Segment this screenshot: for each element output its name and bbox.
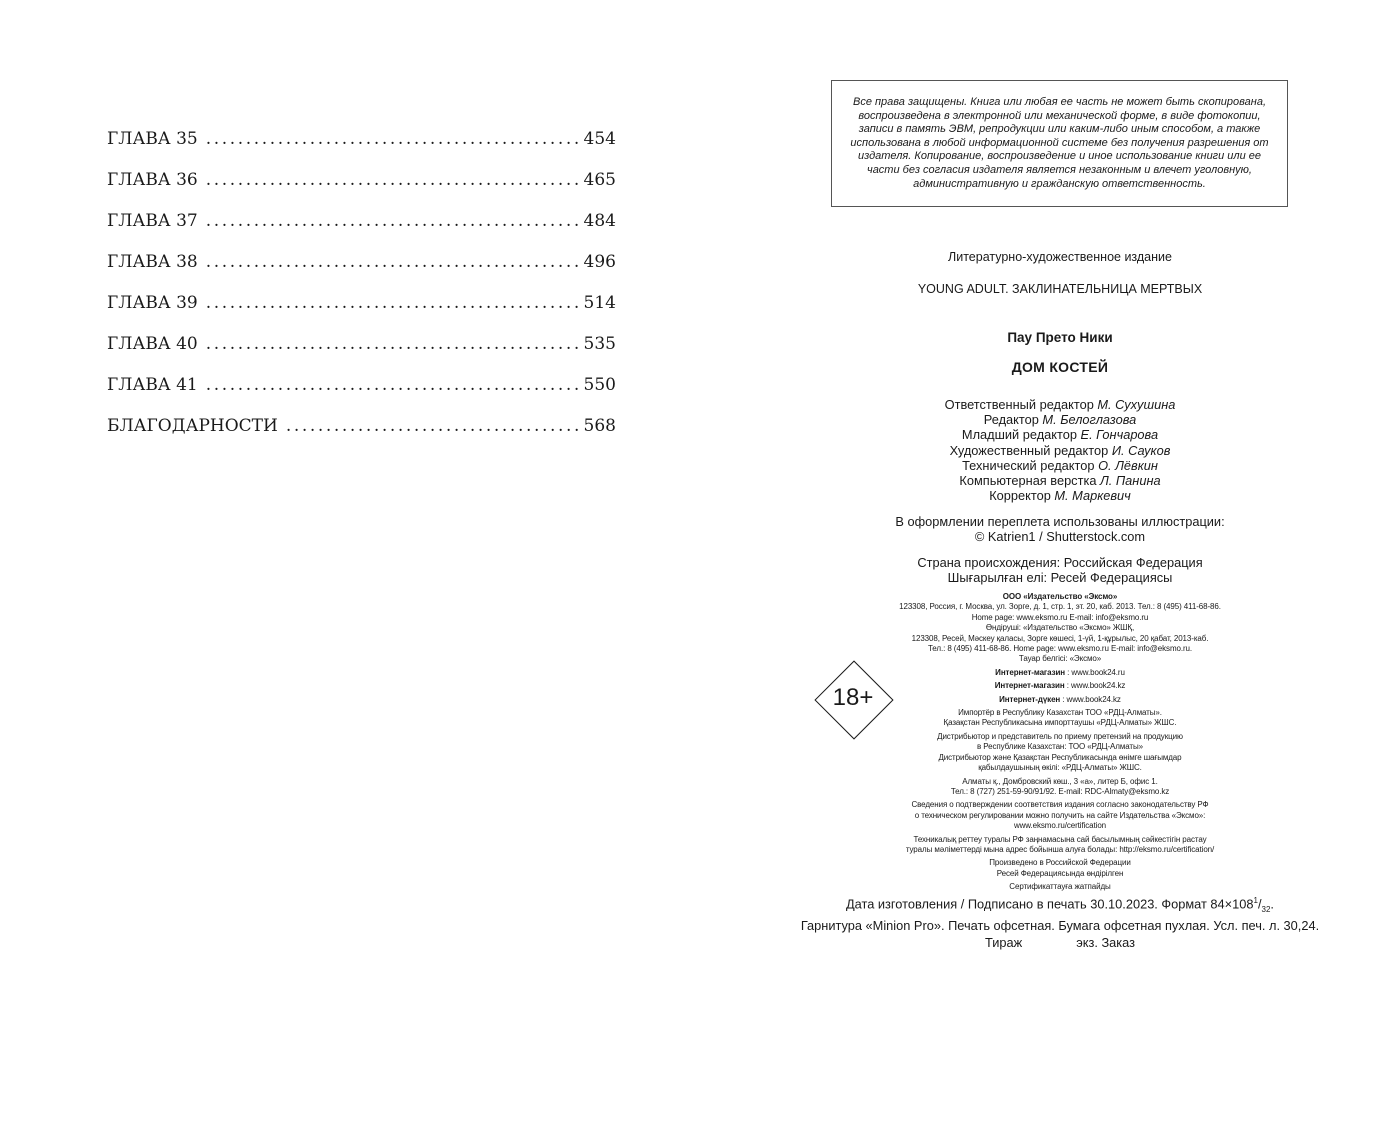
specs-text: Дата изготовления / Подписано в печать 30.10.2023. Формат 84×108: [846, 896, 1254, 912]
format-subscript: 32: [1261, 904, 1271, 914]
table-of-contents: [107, 129, 616, 457]
toc-dot-leader: [206, 334, 582, 354]
editor-line: [800, 427, 1320, 442]
editor-role: Корректор: [989, 488, 1051, 504]
publisher-line: ООО «Издательство «Эксмо»: [1002, 592, 1118, 601]
toc-entry-label: ГЛАВА 41: [107, 375, 198, 395]
publisher-line: о техническом регулировании можно получить на сайте Издательства «Эксмо»:: [914, 810, 1206, 820]
editor-name: М. Маркевич: [1054, 488, 1131, 504]
publisher-line: Импортёр в Республику Казахстан ТОО «РДЦ-Алматы».: [958, 708, 1162, 718]
illustration-credit: [800, 514, 1320, 544]
toc-dot-leader: [206, 293, 582, 313]
editor-line: [800, 443, 1320, 458]
publisher-line: Тел.: 8 (495) 411-68-86. Home page: www.eksmo.ru E-mail: info@eksmo.ru.: [927, 644, 1193, 654]
toc-entry-label: ГЛАВА 35: [107, 129, 198, 149]
toc-dot-leader: [286, 416, 582, 436]
toc-entry-page: 535: [583, 334, 616, 354]
toc-entry-page: 496: [583, 252, 616, 272]
toc-dot-leader: [206, 129, 582, 149]
editor-name: И. Сауков: [1111, 442, 1171, 458]
specs-line-1: Дата изготовления / Подписано в печать 30.10.2023. Формат $84\times 108^1/_{32}$.: [846, 896, 1274, 914]
editor-role: Младший редактор: [961, 427, 1077, 443]
specs-line-2: Гарнитура «Minion Pro». Печать офсетная. Бумага офсетная пухлая. Усл. печ. л. 30,24.: [800, 918, 1320, 934]
editor-line: [800, 458, 1320, 473]
toc-entry-page: 514: [583, 293, 616, 313]
toc-entry[interactable]: [107, 170, 616, 211]
toc-entry[interactable]: [107, 252, 616, 293]
publisher-line: туралы мәліметтерді мына адрес бойынша алуға болады: http://eksmo.ru/certification/: [905, 844, 1215, 854]
copyright-notice: Все права защищены. Книга или любая ее часть не может быть скопирована, воспроизведена в электронной или механической форме, в виде фотокопии, записи в память ЭВМ, репродукции или каким-либо иным способом, а также использована в любой информационной системе без получения разрешения от издателя. Копирование, воспроизведение и иное использование книги или ее части без согласия издателя является незаконным и влечет уголовную, административную и гражданскую ответственность.: [831, 80, 1288, 207]
editor-name: М. Сухушина: [1097, 397, 1176, 412]
publisher-line: Home page: www.eksmo.ru E-mail: info@eksmo.ru: [971, 612, 1149, 622]
editor-role: Технический редактор: [962, 457, 1095, 473]
toc-entry[interactable]: [107, 129, 616, 170]
print-specs: [800, 893, 1320, 951]
origin-line: Страна происхождения: Российская Федерация: [917, 555, 1203, 570]
publisher-line: 123308, Ресей, Мәскеу қаласы, Зорге көшесі, 1-үй, 1-құрылыс, 20 қабат, 2013-каб.: [911, 633, 1209, 643]
credit-line: В оформлении переплета использованы иллюстрации:: [895, 514, 1225, 529]
toc-entry-page: 454: [583, 129, 616, 149]
toc-entry[interactable]: [107, 293, 616, 334]
toc-dot-leader: [206, 252, 582, 272]
editor-line: [800, 488, 1320, 503]
genre-line: Литературно-художественное издание: [948, 250, 1172, 264]
editor-role: Художественный редактор: [949, 442, 1109, 458]
toc-entry-label: ГЛАВА 40: [107, 334, 198, 354]
toc-entry[interactable]: [107, 211, 616, 252]
publisher-line: Өндіруші: «Издательство «Эксмо» ЖШҚ,: [985, 623, 1135, 633]
publisher-line: Сведения о подтверждении соответствия издания согласно законодательству РФ: [911, 800, 1209, 810]
book-title: ДОМ КОСТЕЙ: [1011, 359, 1109, 375]
publisher-line: Дистрибьютор және Қазақстан Республикасында өнімге шағымдар: [938, 752, 1182, 762]
age-rating-label: 18+: [832, 684, 874, 711]
editor-role: Редактор: [983, 412, 1039, 428]
editor-line: [800, 397, 1320, 412]
publisher-line: қабылдаушының өкілі: «РДЦ-Алматы» ЖШС.: [978, 763, 1142, 773]
toc-dot-leader: [206, 211, 582, 231]
publisher-block: [800, 592, 1320, 893]
series-line: YOUNG ADULT. ЗАКЛИНАТЕЛЬНИЦА МЕРТВЫХ: [917, 282, 1203, 296]
editor-name: Е. Гончарова: [1080, 427, 1159, 443]
editor-line: [800, 473, 1320, 488]
toc-entry[interactable]: [107, 375, 616, 416]
publisher-line: в Республике Казахстан: ТОО «РДЦ-Алматы»: [977, 742, 1143, 752]
publisher-line: Тауар белгісі: «Эксмо»: [1018, 654, 1102, 664]
toc-entry-label: ГЛАВА 38: [107, 252, 198, 272]
country-of-origin: [800, 555, 1320, 585]
toc-dot-leader: [206, 375, 582, 395]
toc-entry-page: 484: [583, 211, 616, 231]
format-superscript: 1: [1253, 896, 1258, 905]
origin-line: Шығарылған елі: Ресей Федерациясы: [947, 570, 1173, 586]
editor-role: Ответственный редактор: [944, 397, 1094, 412]
publisher-line: Сертификаттауға жатпайды: [1009, 882, 1111, 892]
publisher-line-label: Интернет-дүкен: [999, 694, 1061, 704]
publisher-line: [800, 668, 1320, 678]
publisher-line: Дистрибьютор и представитель по приему претензий на продукцию: [937, 731, 1183, 741]
toc-dot-leader: [206, 170, 582, 190]
book-author: Пау Прето Ники: [1007, 330, 1113, 345]
toc-entry-label: ГЛАВА 36: [107, 170, 198, 190]
publisher-line: www.eksmo.ru/certification: [1013, 821, 1107, 831]
publisher-line-label: Интернет-магазин: [994, 681, 1065, 691]
editor-role: Компьютерная верстка: [959, 473, 1097, 489]
tiraz-label: Тираж: [984, 934, 1023, 950]
publisher-line: Техникалық реттеу туралы РФ заңнамасына сай басылымның сәйкестігін растау: [913, 834, 1207, 844]
credit-line: © Katrien1 / Shutterstock.com: [974, 529, 1146, 545]
toc-entry-label: ГЛАВА 39: [107, 293, 198, 313]
publisher-line: Ресей Федерациясында өндірілген: [996, 868, 1124, 878]
toc-entry-label: БЛАГОДАРНОСТИ: [107, 416, 278, 436]
specs-line-3: [800, 935, 1320, 951]
toc-entry-label: ГЛАВА 37: [107, 211, 198, 231]
publisher-line: Произведено в Российской Федерации: [989, 858, 1131, 868]
editor-name: О. Лёвкин: [1098, 457, 1158, 473]
toc-entry-page: 568: [583, 416, 616, 436]
publisher-line-text: : www.book24.ru: [1065, 667, 1125, 677]
toc-entry[interactable]: [107, 416, 616, 457]
toc-entry-page: 550: [583, 375, 616, 395]
publisher-line-text: : www.book24.kz: [1064, 681, 1126, 691]
toc-entry[interactable]: [107, 334, 616, 375]
editors-list: [800, 397, 1320, 503]
toc-entry-page: 465: [583, 170, 616, 190]
specs-period: .: [1270, 896, 1274, 912]
publisher-line: Алматы қ., Домбровский көш., 3 «а», литер Б, офис 1.: [962, 776, 1158, 786]
editor-name: М. Белоглазова: [1042, 412, 1137, 428]
publisher-line-text: : www.book24.kz: [1060, 694, 1121, 704]
publisher-line: Қазақстан Республикасына импорттаушы «РДЦ-Алматы» ЖШС.: [943, 718, 1177, 728]
editor-name: Л. Панина: [1100, 473, 1161, 489]
order-label: экз. Заказ: [1076, 934, 1136, 950]
publisher-line: 123308, Россия, г. Москва, ул. Зорге, д. 1, стр. 1, эт. 20, каб. 2013. Тел.: 8 (495) 411-68-86.: [899, 602, 1221, 612]
publisher-line-label: Интернет-магазин: [995, 667, 1066, 677]
publisher-line: Тел.: 8 (727) 251-59-90/91/92. E-mail: RDC-Almaty@eksmo.kz: [950, 786, 1170, 796]
editor-line: [800, 412, 1320, 427]
